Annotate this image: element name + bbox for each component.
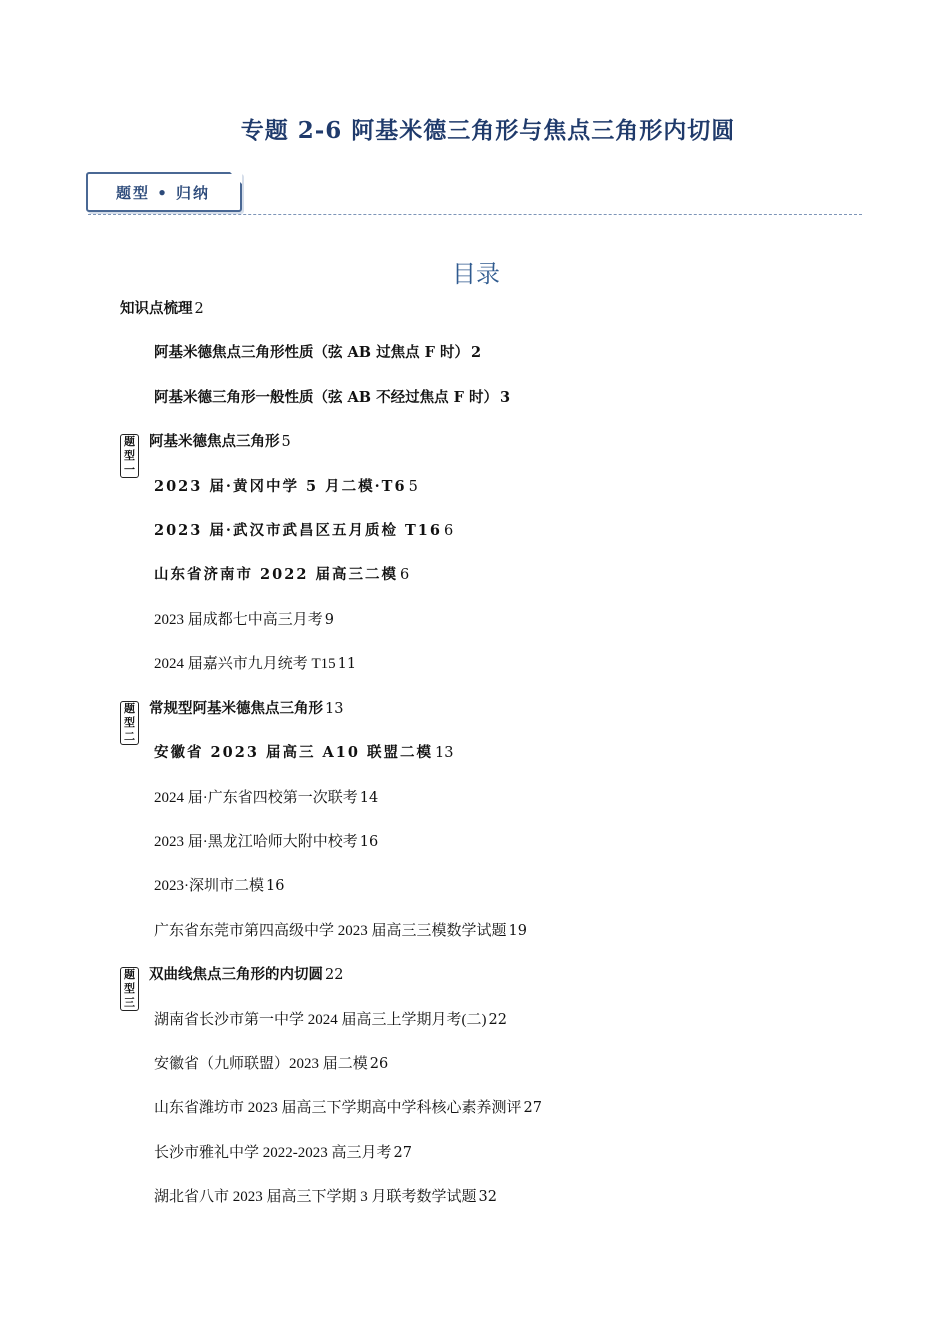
toc-entry-label: 广东省东莞市第四高级中学 2023 届高三三模数学试题 <box>154 923 507 939</box>
toc-entry-label: 湖北省八市 2023 届高三下学期 3 月联考数学试题 <box>154 1189 477 1205</box>
toc-entry-page: 19 <box>508 923 527 939</box>
section-tag-label: 题型 • 归纳 <box>116 184 211 202</box>
question-type-badge: 题型一 <box>120 434 139 478</box>
toc-entry-label: 知识点梳理 <box>120 301 193 317</box>
toc-entry-label: 2023 届成都七中高三月考 <box>154 612 323 628</box>
toc-entry-label: 阿基米德焦点三角形性质（弦 AB 过焦点 F 时） <box>154 344 469 361</box>
toc-entry-page: 26 <box>369 1056 389 1072</box>
document-title: 专题 2-6 阿基米德三角形与焦点三角形内切圆 <box>240 117 736 144</box>
toc-entry-label: 2024 届·广东省四校第一次联考 <box>154 790 358 806</box>
toc-entry-label: 2023 届·黄冈中学 5 月二模·T6 <box>154 478 407 495</box>
section-tag <box>86 172 242 212</box>
toc-entry-page: 22 <box>488 1012 507 1028</box>
toc-entry-label: 常规型阿基米德焦点三角形 <box>149 701 323 717</box>
toc-entry-label: 阿基米德焦点三角形 <box>149 434 280 450</box>
toc-entry-page: 3 <box>500 389 511 406</box>
toc-entry-label: 山东省潍坊市 2023 届高三下学期高中学科核心素养测评 <box>154 1100 522 1116</box>
toc-entry-page: 22 <box>325 967 344 983</box>
toc-entry-page: 5 <box>281 434 291 450</box>
toc-entry-label: 2023 届·武汉市武昌区五月质检 T16 <box>154 522 442 539</box>
toc-entry-page: 27 <box>523 1100 542 1116</box>
toc-heading: 目录 <box>452 260 500 288</box>
toc-entry-label: 湖南省长沙市第一中学 2024 届高三上学期月考(二) <box>154 1012 487 1028</box>
toc-entry-label: 2024 届嘉兴市九月统考 T15 <box>154 656 336 672</box>
toc-entry-page: 16 <box>266 878 285 894</box>
toc-entry-label: 安徽省（九师联盟）2023 届二模 <box>154 1056 368 1072</box>
toc-entry-page: 2 <box>471 344 482 361</box>
toc-entry-page: 13 <box>325 701 344 717</box>
toc-entry-page: 32 <box>478 1189 497 1205</box>
toc-entry-label: 长沙市雅礼中学 2022-2023 高三月考 <box>154 1145 392 1161</box>
toc-entry-page: 13 <box>434 745 454 761</box>
toc-entry-page: 16 <box>359 834 379 850</box>
toc-entry-page: 11 <box>337 656 357 672</box>
question-type-badge: 题型二 <box>120 701 139 745</box>
toc-entry-page: 14 <box>359 790 379 806</box>
toc-entry-page: 27 <box>393 1145 412 1161</box>
toc-entry-label: 2023·深圳市二模 <box>154 878 264 894</box>
toc-entry-label: 阿基米德三角形一般性质（弦 AB 不经过焦点 F 时） <box>154 389 498 406</box>
toc-entry-page: 5 <box>408 479 418 495</box>
toc-entry-label: 山东省济南市 2022 届高三二模 <box>154 566 398 583</box>
toc-entry-label: 2023 届·黑龙江哈师大附中校考 <box>154 834 358 850</box>
toc-entry-label: 双曲线焦点三角形的内切圆 <box>149 967 323 983</box>
toc-entry-page: 9 <box>324 612 334 628</box>
toc-entry-page: 6 <box>443 523 454 539</box>
toc-entry-page: 2 <box>194 301 204 317</box>
tag-corner-cut <box>230 172 242 184</box>
toc-entry-page: 6 <box>399 567 410 583</box>
toc-entry-label: 安徽省 2023 届高三 A10 联盟二模 <box>154 744 433 761</box>
dashed-divider <box>88 214 862 215</box>
question-type-badge: 题型三 <box>120 967 139 1011</box>
